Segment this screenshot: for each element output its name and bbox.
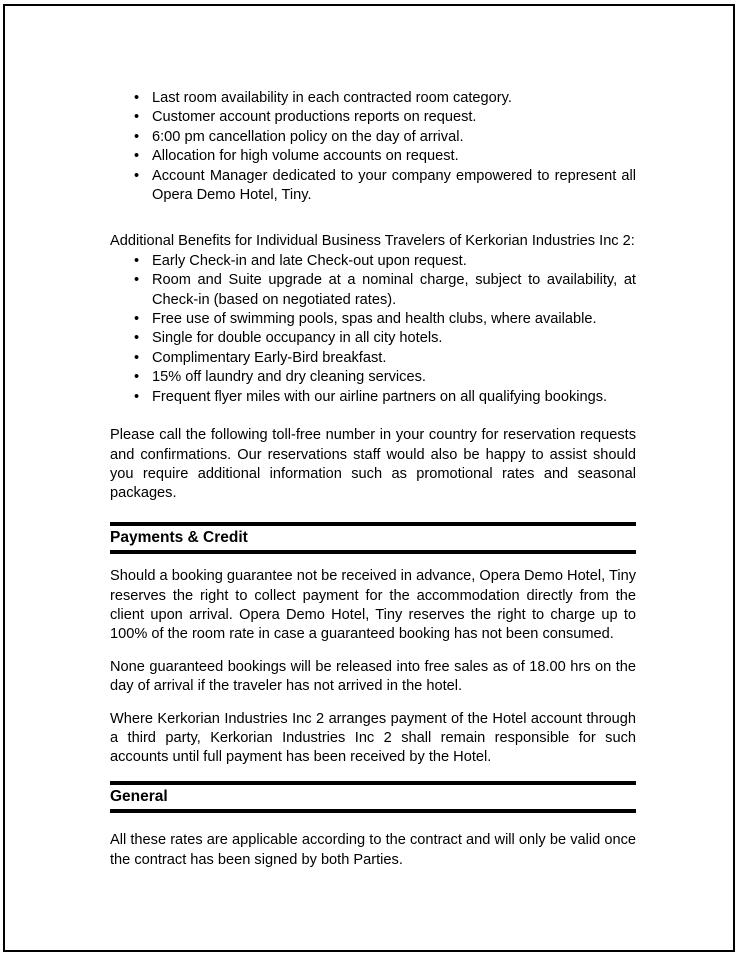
booking-guarantee-paragraph: Should a booking guarantee not be received in advance, Opera Demo Hotel, Tiny reserves the right to collect payment for the accommodation directly from the client upon arrival. Opera Demo Hotel, Tiny reserves the right to charge up to 100% of the room rate in case a guaranteed booking has not been consumed. bbox=[110, 568, 636, 643]
release-paragraph: None guaranteed bookings will be released into free sales as of 18.00 hrs on the day of arrival if the traveler has not arrived in the hotel. bbox=[110, 658, 636, 695]
traveler-benefits-intro: Additional Benefits for Individual Business Travelers of Kerkorian Industries Inc 2: bbox=[110, 233, 635, 250]
list-item: • Frequent flyer miles with our airline partners on all qualifying bookings. bbox=[110, 388, 636, 407]
list-item: • Customer account productions reports on request. bbox=[110, 108, 636, 127]
list-item: • 6:00 pm cancellation policy on the day of arrival. bbox=[110, 128, 636, 147]
rates-validity-paragraph: All these rates are applicable according to the contract and will only be valid once the contract has been signed by both Parties. bbox=[110, 832, 636, 868]
document-content bbox=[110, 89, 636, 883]
list-item: • Single for double occupancy in all city hotels. bbox=[110, 329, 636, 348]
list-item: • Account Manager dedicated to your company empowered to represent all Opera Demo Hotel, Tiny. bbox=[110, 167, 636, 206]
list-item: • Allocation for high volume accounts on request. bbox=[110, 147, 636, 166]
list-item: • Complimentary Early-Bird breakfast. bbox=[110, 349, 636, 368]
company-benefits-list bbox=[110, 89, 636, 205]
section-heading-payments-credit: Payments & Credit bbox=[110, 522, 636, 554]
list-item: • 15% off laundry and dry cleaning services. bbox=[110, 368, 636, 387]
third-party-paragraph: Where Kerkorian Industries Inc 2 arranges payment of the Hotel account through a third party, Kerkorian Industries Inc 2 shall remain responsible for such accounts until full payment has been received by the Hotel. bbox=[110, 710, 636, 766]
list-item: • Early Check-in and late Check-out upon request. bbox=[110, 252, 636, 271]
list-item: • Last room availability in each contracted room category. bbox=[110, 89, 636, 108]
list-item: • Room and Suite upgrade at a nominal charge, subject to availability, at Check-in (based on negotiated rates). bbox=[110, 271, 636, 310]
traveler-benefits-list bbox=[110, 252, 636, 407]
list-item: • Free use of swimming pools, spas and health clubs, where available. bbox=[110, 310, 636, 329]
section-heading-general: General bbox=[110, 781, 636, 813]
reservations-paragraph: Please call the following toll-free number in your country for reservation requests and confirmations. Our reservations staff would also be happy to assist should you require additional information such as promotional rates and seasonal packages. bbox=[110, 427, 636, 502]
